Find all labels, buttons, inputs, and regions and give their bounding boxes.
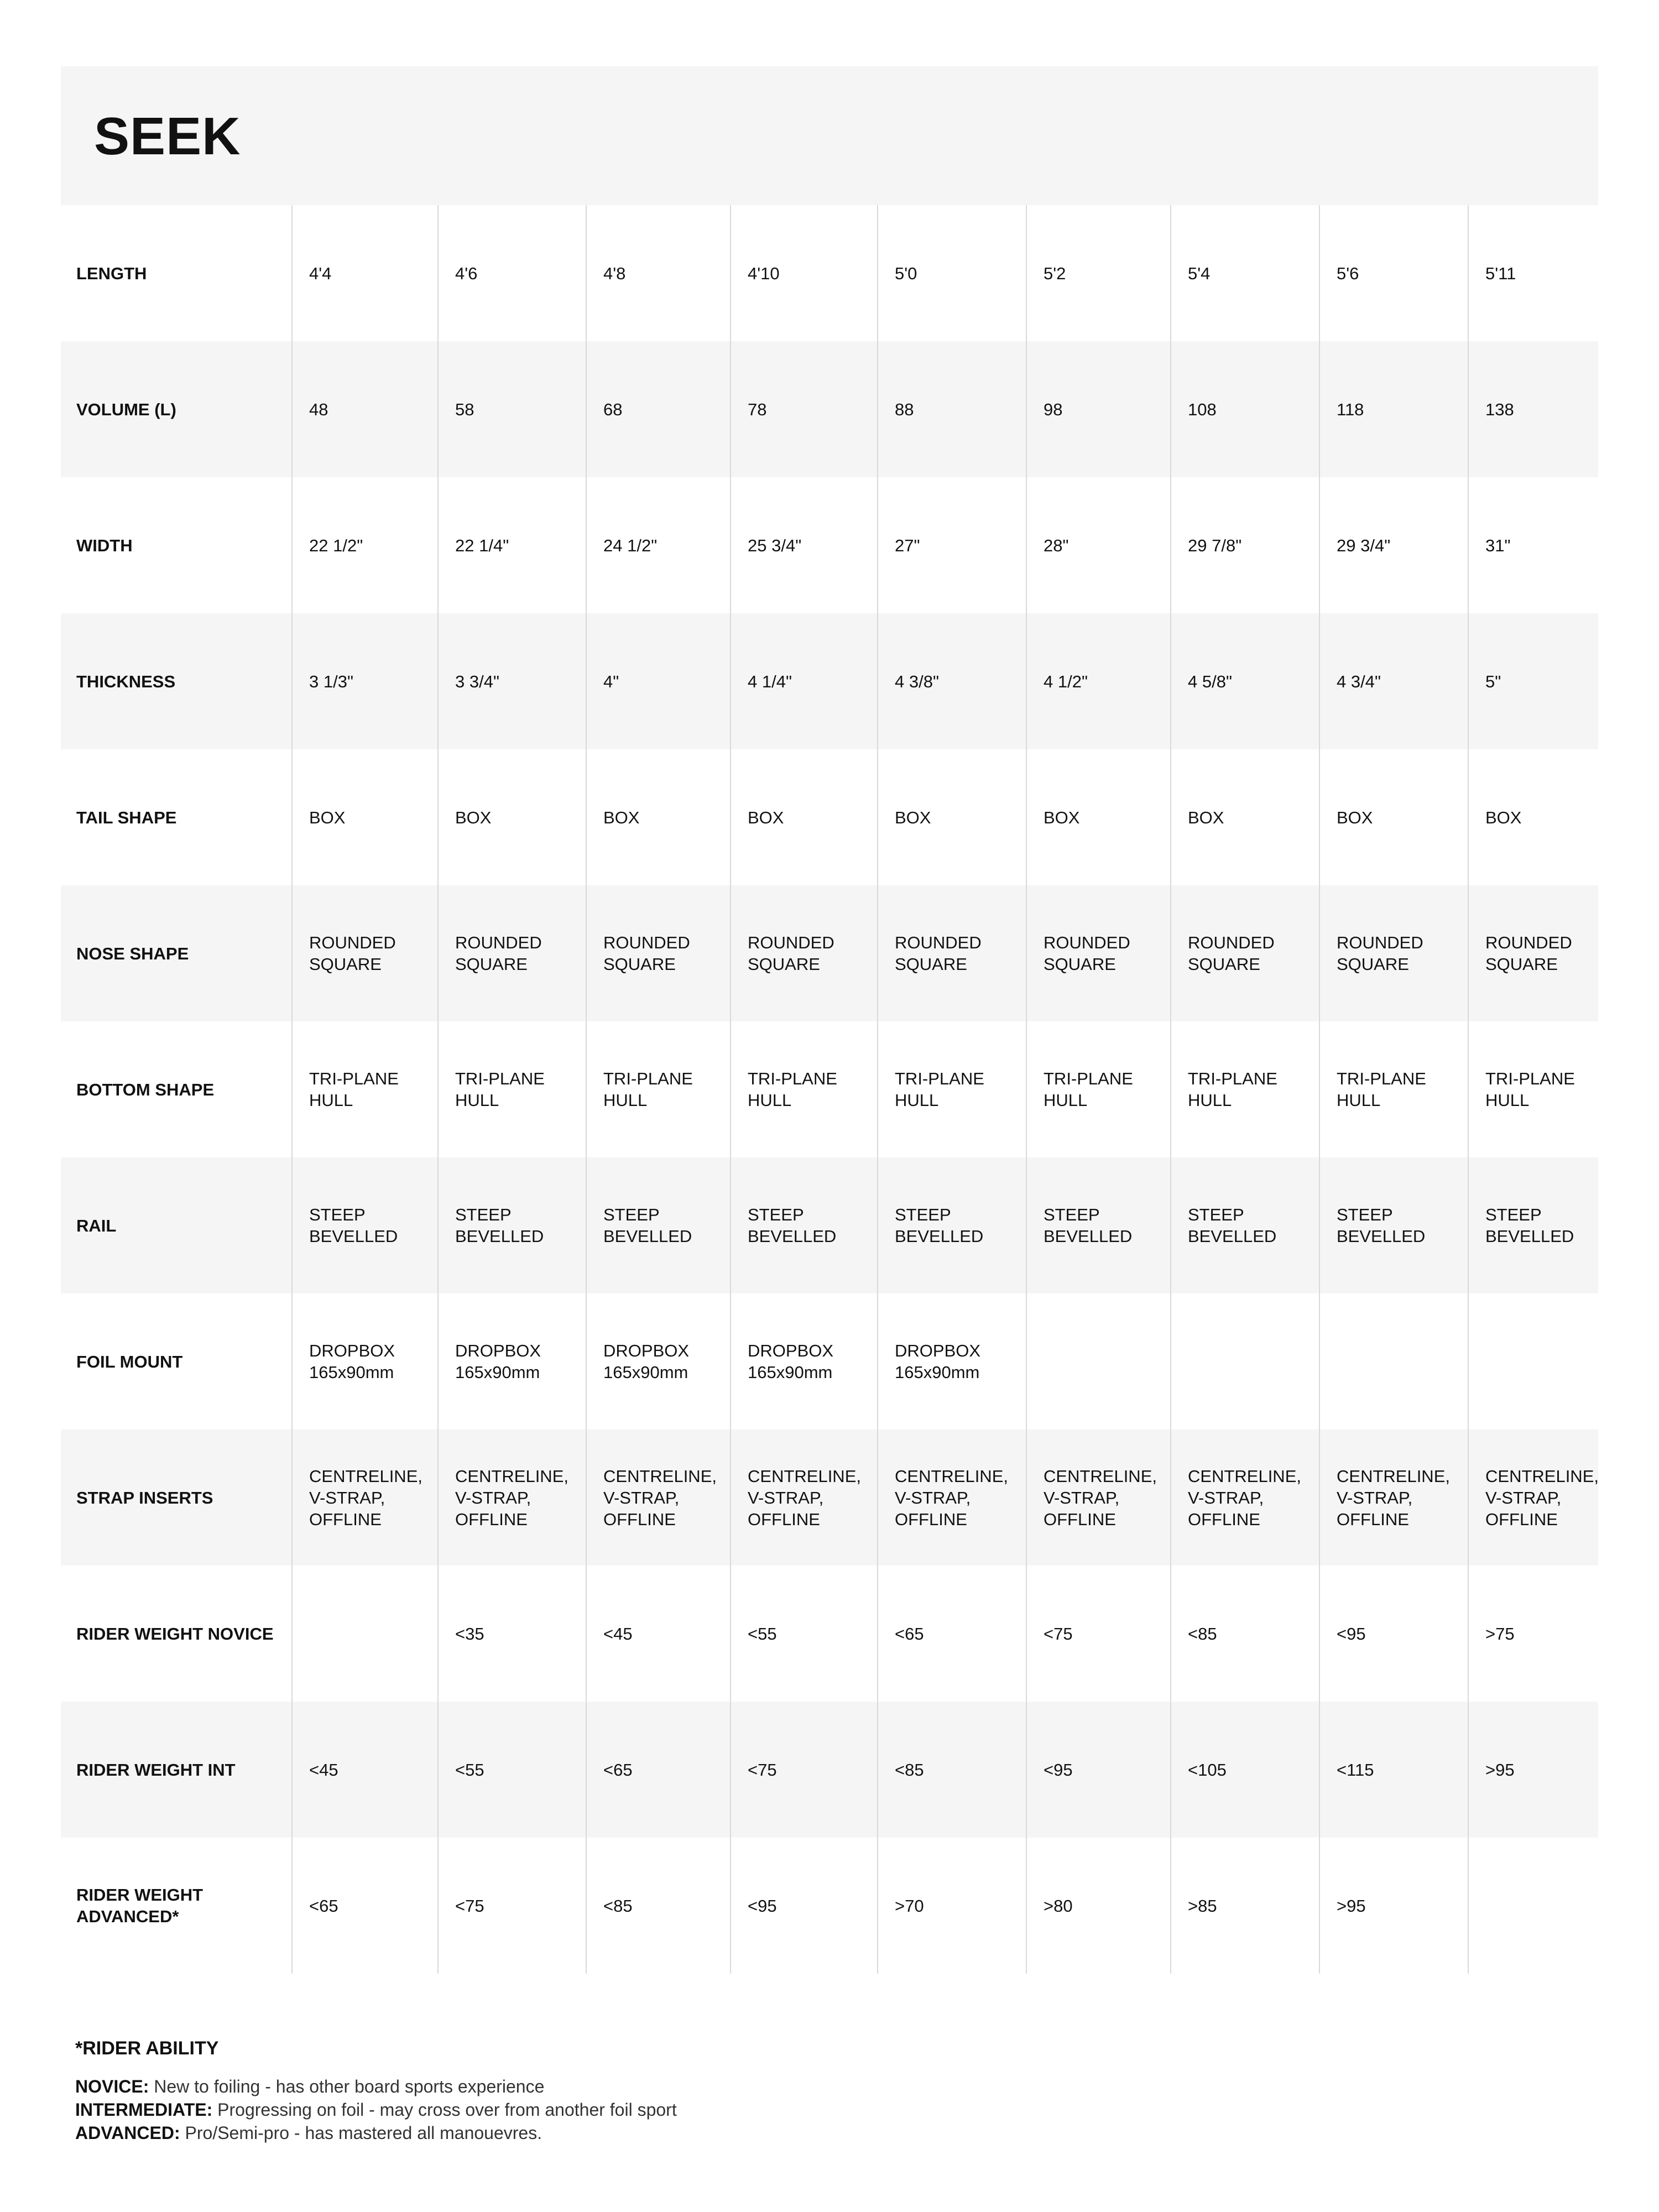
table-cell: STEEP BEVELLED: [731, 1157, 878, 1293]
table-cell: 4 1/2": [1026, 613, 1171, 749]
table-cell: <35: [438, 1566, 586, 1702]
row-label: VOLUME (L): [61, 341, 292, 477]
table-cell: ROUNDED SQUARE: [438, 885, 586, 1021]
table-cell: >85: [1171, 1838, 1319, 1974]
table-cell: 4 5/8": [1171, 613, 1319, 749]
table-cell: [1468, 1838, 1598, 1974]
table-cell: 27": [878, 477, 1026, 613]
table-cell: <65: [586, 1702, 731, 1838]
table-cell: >95: [1468, 1702, 1598, 1838]
table-cell: BOX: [586, 749, 731, 885]
table-cell: DROPBOX 165x90mm: [292, 1293, 438, 1430]
notes-heading: *RIDER ABILITY: [75, 2038, 219, 2059]
table-cell: ROUNDED SQUARE: [1319, 885, 1468, 1021]
table-row: [61, 1021, 1598, 1157]
note-desc: Pro/Semi-pro - has mastered all manouevres.: [185, 2123, 542, 2143]
table-cell: >80: [1026, 1838, 1171, 1974]
table-cell: 4'4: [292, 205, 438, 341]
table-cell: <65: [292, 1838, 438, 1974]
table-cell: >70: [878, 1838, 1026, 1974]
table-row: [61, 613, 1598, 749]
table-cell: 22 1/4": [438, 477, 586, 613]
table-cell: <75: [438, 1838, 586, 1974]
table-cell: <85: [1171, 1566, 1319, 1702]
table-cell: 22 1/2": [292, 477, 438, 613]
table-cell: STEEP BEVELLED: [292, 1157, 438, 1293]
table-cell: TRI-PLANE HULL: [731, 1021, 878, 1157]
table-cell: STEEP BEVELLED: [878, 1157, 1026, 1293]
table-cell: CENTRELINE, V-STRAP, OFFLINE: [586, 1430, 731, 1566]
table-cell: STEEP BEVELLED: [1026, 1157, 1171, 1293]
table-cell: BOX: [438, 749, 586, 885]
row-label: STRAP INSERTS: [61, 1430, 292, 1566]
table-cell: 5'6: [1319, 205, 1468, 341]
table-cell: CENTRELINE, V-STRAP, OFFLINE: [438, 1430, 586, 1566]
table-cell: 5'0: [878, 205, 1026, 341]
table-cell: BOX: [1468, 749, 1598, 885]
table-cell: 5'2: [1026, 205, 1171, 341]
table-cell: TRI-PLANE HULL: [438, 1021, 586, 1157]
table-cell: <85: [586, 1838, 731, 1974]
row-label: LENGTH: [76, 263, 147, 283]
note-term: ADVANCED:: [75, 2123, 180, 2143]
table-cell: BOX: [1026, 749, 1171, 885]
table-cell: <75: [1026, 1566, 1171, 1702]
table-cell: CENTRELINE, V-STRAP, OFFLINE: [878, 1430, 1026, 1566]
table-cell: BOX: [878, 749, 1026, 885]
table-cell: <85: [878, 1702, 1026, 1838]
row-label: RIDER WEIGHT NOVICE: [76, 1624, 274, 1644]
table-cell: >75: [1468, 1566, 1598, 1702]
table-cell: 68: [586, 341, 731, 477]
table-cell: STEEP BEVELLED: [1468, 1157, 1598, 1293]
table-row: [61, 1293, 1598, 1430]
row-label: RIDER WEIGHT INT: [61, 1702, 292, 1838]
table-cell: CENTRELINE, V-STRAP, OFFLINE: [1171, 1430, 1319, 1566]
table-cell: TRI-PLANE HULL: [1026, 1021, 1171, 1157]
table-cell: TRI-PLANE HULL: [878, 1021, 1026, 1157]
row-label: THICKNESS: [61, 613, 292, 749]
table-cell: CENTRELINE, V-STRAP, OFFLINE: [1468, 1430, 1598, 1566]
table-cell: 4'6: [438, 205, 586, 341]
table-cell: [1319, 1293, 1468, 1430]
table-cell: STEEP BEVELLED: [1171, 1157, 1319, 1293]
table-cell: DROPBOX 165x90mm: [586, 1293, 731, 1430]
table-cell: 108: [1171, 341, 1319, 477]
table-cell: ROUNDED SQUARE: [731, 885, 878, 1021]
table-cell: STEEP BEVELLED: [586, 1157, 731, 1293]
table-cell: 48: [292, 341, 438, 477]
table-cell: 5'11: [1468, 205, 1598, 341]
table-cell: DROPBOX 165x90mm: [731, 1293, 878, 1430]
table-cell: 88: [878, 341, 1026, 477]
table-cell: 4": [586, 613, 731, 749]
table-cell: <65: [878, 1566, 1026, 1702]
table-cell: STEEP BEVELLED: [1319, 1157, 1468, 1293]
row-label: NOSE SHAPE: [61, 885, 292, 1021]
table-cell: CENTRELINE, V-STRAP, OFFLINE: [292, 1430, 438, 1566]
table-cell: TRI-PLANE HULL: [1468, 1021, 1598, 1157]
table-cell: [1468, 1293, 1598, 1430]
row-label: RAIL: [61, 1157, 292, 1293]
table-row: [61, 1838, 1598, 1974]
table-cell: 58: [438, 341, 586, 477]
table-cell: 4'8: [586, 205, 731, 341]
table-cell: 5": [1468, 613, 1598, 749]
table-cell: >95: [1319, 1838, 1468, 1974]
table-cell: 5'4: [1171, 205, 1319, 341]
table-cell: 29 3/4": [1319, 477, 1468, 613]
title-bar: [61, 66, 1598, 205]
row-label: BOTTOM SHAPE: [76, 1079, 215, 1099]
specs-table: [61, 205, 1598, 1974]
table-cell: <105: [1171, 1702, 1319, 1838]
note-desc: Progressing on foil - may cross over from another foil sport: [217, 2100, 677, 2120]
table-cell: BOX: [1171, 749, 1319, 885]
table-cell: BOX: [292, 749, 438, 885]
table-cell: ROUNDED SQUARE: [586, 885, 731, 1021]
table-row: [61, 477, 1598, 613]
table-cell: 78: [731, 341, 878, 477]
table-cell: 29 7/8": [1171, 477, 1319, 613]
table-cell: 3 3/4": [438, 613, 586, 749]
table-cell: 4 3/8": [878, 613, 1026, 749]
note-desc: New to foiling - has other board sports experience: [154, 2077, 545, 2096]
spec-sheet: [61, 66, 1598, 1974]
table-cell: 31": [1468, 477, 1598, 613]
table-cell: TRI-PLANE HULL: [1319, 1021, 1468, 1157]
table-cell: 24 1/2": [586, 477, 731, 613]
table-row: [61, 1430, 1598, 1566]
table-cell: TRI-PLANE HULL: [586, 1021, 731, 1157]
table-cell: 138: [1468, 341, 1598, 477]
table-cell: DROPBOX 165x90mm: [438, 1293, 586, 1430]
table-cell: <95: [1026, 1702, 1171, 1838]
table-cell: ROUNDED SQUARE: [878, 885, 1026, 1021]
table-cell: CENTRELINE, V-STRAP, OFFLINE: [731, 1430, 878, 1566]
table-cell: <115: [1319, 1702, 1468, 1838]
table-row: [61, 341, 1598, 477]
table-cell: CENTRELINE, V-STRAP, OFFLINE: [1026, 1430, 1171, 1566]
table-cell: <75: [731, 1702, 878, 1838]
table-cell: [292, 1566, 438, 1702]
row-label: RIDER WEIGHT ADVANCED*: [76, 1885, 204, 1926]
note-term: NOVICE:: [75, 2077, 149, 2096]
note-term: INTERMEDIATE:: [75, 2100, 213, 2120]
note-intermediate: [75, 2098, 677, 2121]
table-cell: [1171, 1293, 1319, 1430]
table-cell: 98: [1026, 341, 1171, 477]
page-title: SEEK: [94, 107, 241, 166]
table-cell: ROUNDED SQUARE: [1468, 885, 1598, 1021]
table-cell: 4'10: [731, 205, 878, 341]
table-row: [61, 1157, 1598, 1293]
table-cell: ROUNDED SQUARE: [1026, 885, 1171, 1021]
table-cell: 25 3/4": [731, 477, 878, 613]
note-novice: [75, 2075, 677, 2098]
table-cell: BOX: [1319, 749, 1468, 885]
row-label: FOIL MOUNT: [76, 1352, 183, 1371]
table-row: [61, 885, 1598, 1021]
specs-table-body: [61, 205, 1598, 1974]
table-cell: BOX: [731, 749, 878, 885]
rider-ability-notes: [75, 2038, 677, 2145]
table-cell: STEEP BEVELLED: [438, 1157, 586, 1293]
table-cell: <45: [586, 1566, 731, 1702]
table-cell: <45: [292, 1702, 438, 1838]
table-cell: 118: [1319, 341, 1468, 477]
row-label: TAIL SHAPE: [76, 807, 177, 827]
table-cell: <55: [438, 1702, 586, 1838]
table-cell: ROUNDED SQUARE: [292, 885, 438, 1021]
table-cell: 4 1/4": [731, 613, 878, 749]
table-row: [61, 1566, 1598, 1702]
table-cell: 4 3/4": [1319, 613, 1468, 749]
table-cell: DROPBOX 165x90mm: [878, 1293, 1026, 1430]
table-cell: CENTRELINE, V-STRAP, OFFLINE: [1319, 1430, 1468, 1566]
table-cell: <95: [1319, 1566, 1468, 1702]
note-advanced: [75, 2121, 677, 2145]
table-row: [61, 1702, 1598, 1838]
table-row: [61, 205, 1598, 341]
table-cell: TRI-PLANE HULL: [292, 1021, 438, 1157]
table-cell: 3 1/3": [292, 613, 438, 749]
table-cell: <95: [731, 1838, 878, 1974]
row-label: WIDTH: [76, 535, 133, 555]
table-cell: [1026, 1293, 1171, 1430]
table-row: [61, 749, 1598, 885]
table-cell: TRI-PLANE HULL: [1171, 1021, 1319, 1157]
table-cell: 28": [1026, 477, 1171, 613]
table-cell: ROUNDED SQUARE: [1171, 885, 1319, 1021]
table-cell: <55: [731, 1566, 878, 1702]
